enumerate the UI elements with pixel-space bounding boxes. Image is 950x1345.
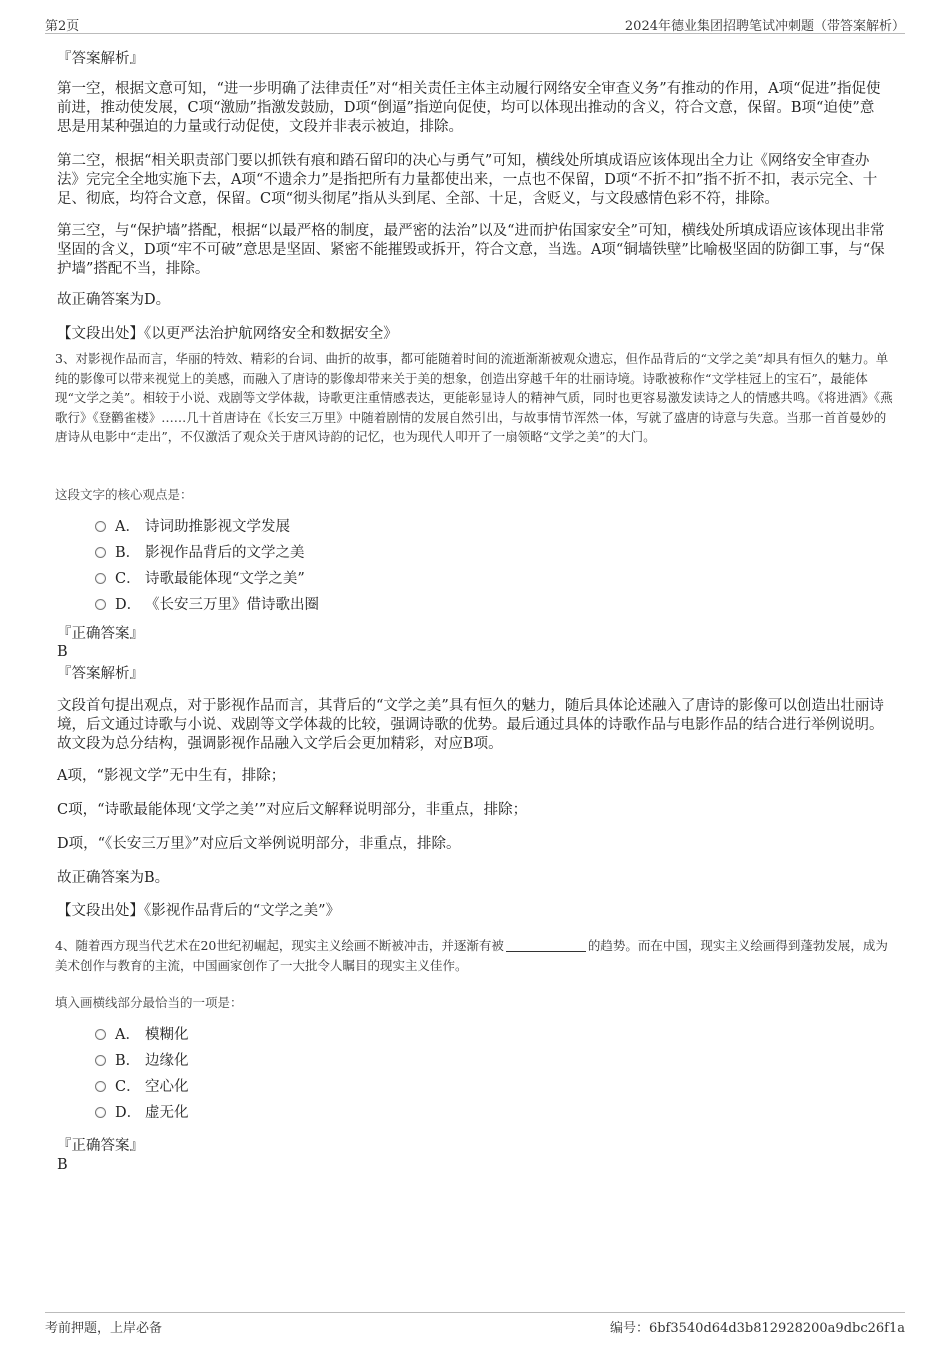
q2-source: 【文段出处】《以更严法治护航网络安全和数据安全》 [57, 326, 398, 342]
q2-analysis-p1: 第一空，根据文意可知，“进一步明确了法律责任”对“相关责任主体主动履行网络安全审查义务”有推动的作用，A项“促进”指促使前进，推动使发展，C项“激励”指激发鼓励，D项“倒逼”指逆向促使，均可以体现出推动的含义，符合文意，保留。B项“迫使”意思是用某种强迫的力量或行动促使，文段并非表示被迫，排除。 [57, 81, 881, 135]
radio-icon[interactable] [95, 1029, 106, 1040]
radio-icon[interactable] [95, 1055, 106, 1066]
document-id: 编号：6bf3540d64d3b812928200a9dbc26f1a [609, 1321, 905, 1336]
q3-analysis-p4: D项，“《长安三万里》”对应后文举例说明部分，非重点，排除。 [57, 836, 461, 852]
q3-analysis-p2: A项，“影视文学”无中生有，排除； [57, 768, 286, 784]
q3-analysis-p3: C项，“诗歌最能体现‘文学之美’”对应后文解释说明部分，非重点，排除； [57, 802, 528, 818]
q3-option-b[interactable]: B． 影视作品背后的文学之美 [95, 543, 305, 563]
footer-slogan: 考前押题，上岸必备 [45, 1321, 163, 1336]
radio-icon[interactable] [95, 1107, 106, 1118]
q4-option-a[interactable]: A． 模糊化 [95, 1025, 189, 1045]
q3-prompt: 这段文字的核心观点是： [55, 487, 193, 502]
q4-prompt: 填入画横线部分最恰当的一项是： [55, 995, 243, 1010]
q4-stem: 4、随着西方现当代艺术在20世纪初崛起，现实主义绘画不断被冲击，并逐渐有被 的趋势。而在中国，现实主义绘画得到蓬勃发展，成为美术创作与教育的主流，中国画家创作了一大批令人瞩目的现实主义佳作。 [55, 938, 888, 973]
q4-option-c[interactable]: C． 空心化 [95, 1077, 189, 1097]
radio-icon[interactable] [95, 573, 106, 584]
q2-analysis-p3: 第三空，与“保护墙”搭配，根据“以最严格的制度，最严密的法治”以及“进而护佑国家安全”可知，横线处所填成语应该体现出非常坚固的含义，D项“牢不可破”意思是坚固、紧密不能摧毁或拆开，符合文意，当选。A项“铜墙铁壁”比喻极坚固的防御工事，与“保护墙”搭配不当，排除。 [57, 223, 885, 277]
page-number: 第2页 [45, 19, 80, 34]
document-title: 2024年德业集团招聘笔试冲刺题（带答案解析） [624, 19, 905, 34]
q3-analysis-label: 『答案解析』 [57, 666, 144, 682]
q4-answer: B [57, 1157, 68, 1173]
radio-icon[interactable] [95, 521, 106, 532]
q4-option-b[interactable]: B． 边缘化 [95, 1051, 189, 1071]
q4-answer-label: 『正确答案』 [57, 1138, 144, 1154]
q3-answer: B [57, 644, 68, 660]
q2-analysis-p2: 第二空，根据“相关职责部门要以抓铁有痕和踏石留印的决心与勇气”可知，横线处所填成语应该体现出全力让《网络安全审查办法》完完全全地实施下去，A项“不遗余力”是指把所有力量都使出来，一点也不保留，D项“不折不扣”指不折不扣，表示完全、十足、彻底，均符合文意，保留。C项“彻头彻尾”指从头到尾、全部、十足，含贬义，与文段感情色彩不符，排除。 [57, 153, 878, 207]
q2-analysis-label: 『答案解析』 [57, 51, 144, 67]
fill-blank [506, 938, 586, 952]
page-header [45, 11, 905, 34]
q3-option-d[interactable]: D． 《长安三万里》借诗歌出圈 [95, 595, 319, 615]
page-footer [45, 1312, 905, 1337]
q4-option-d[interactable]: D． 虚无化 [95, 1103, 189, 1123]
q3-answer-label: 『正确答案』 [57, 626, 144, 642]
q3-stem: 3、对影视作品而言，华丽的特效、精彩的台词、曲折的故事，都可能随着时间的流逝渐渐被观众遗忘，但作品背后的“文学之美”却具有恒久的魅力。单纯的影像可以带来视觉上的美感，而融入了唐诗的影像却带来关于美的想象，创造出穿越千年的壮丽诗境。诗歌被称作“文学桂冠上的宝石”，最能体现“文学之美”。相较于小说、戏剧等文学体裁，诗歌更注重情感表达，更能彰显诗人的精神气质，同时也更容易激发读诗之人的情感共鸣。《将进酒》《燕歌行》《登鹳雀楼》……几十首唐诗在《长安三万里》中随着剧情的发展自然引出，与故事情节浑然一体，写就了盛唐的诗意与失意。当那一首首曼妙的唐诗从电影中“走出”，不仅激活了观众关于唐风诗韵的记忆，也为现代人叩开了一扇领略“文学之美”的大门。 [55, 351, 893, 444]
q2-conclusion: 故正确答案为D。 [57, 292, 171, 308]
q3-conclusion: 故正确答案为B。 [57, 870, 170, 886]
radio-icon[interactable] [95, 599, 106, 610]
radio-icon[interactable] [95, 1081, 106, 1092]
radio-icon[interactable] [95, 547, 106, 558]
q3-source: 【文段出处】《影视作品背后的“文学之美”》 [57, 903, 341, 919]
q3-analysis-p1: 文段首句提出观点，对于影视作品而言，其背后的“文学之美”具有恒久的魅力，随后具体论述融入了唐诗的影像可以创造出壮丽诗境，后文通过诗歌与小说、戏剧等文学体裁的比较，强调诗歌的优势。最后通过具体的诗歌作品与电影作品的结合进行举例说明。故文段为总分结构，强调影视作品融入文学后会更加精彩，对应B项。 [57, 698, 884, 752]
q3-option-c[interactable]: C． 诗歌最能体现“文学之美” [95, 569, 305, 589]
q3-option-a[interactable]: A． 诗词助推影视文学发展 [95, 517, 290, 537]
